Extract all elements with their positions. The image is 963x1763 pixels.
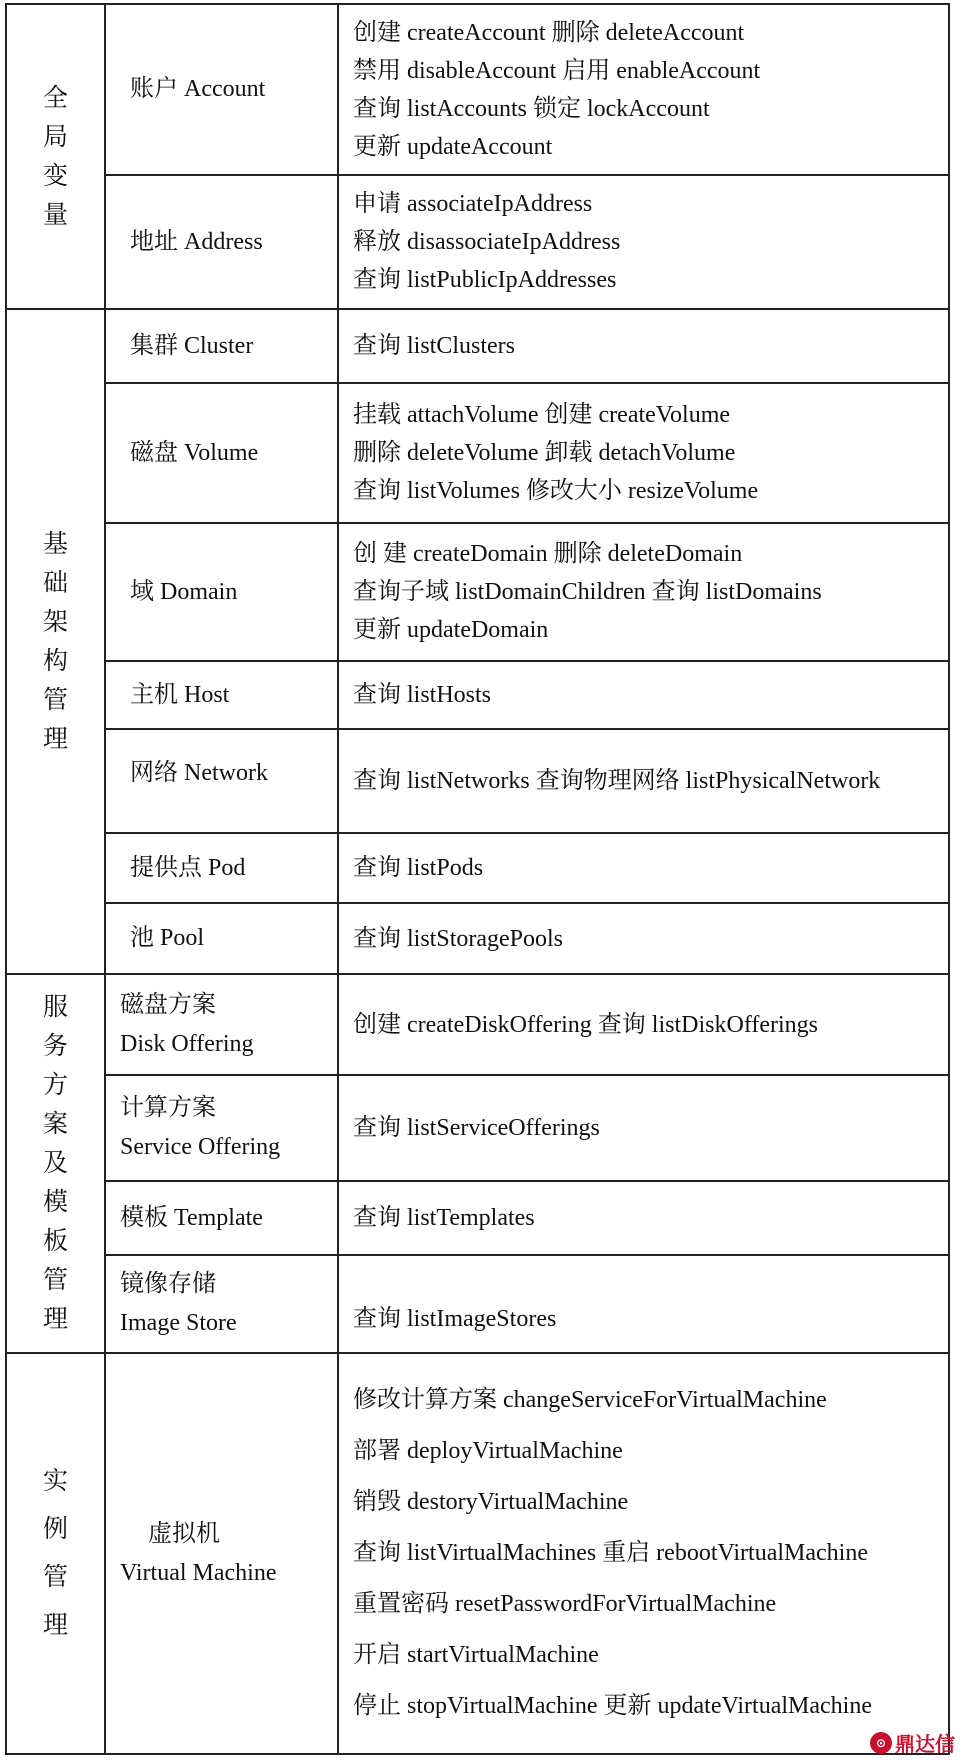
operation-line: 查询 listPublicIpAddresses — [353, 267, 617, 293]
resource-name-en: Virtual Machine — [120, 1559, 277, 1586]
operations-cell — [338, 1075, 949, 1181]
operations-cell — [338, 1181, 949, 1255]
table-row — [6, 383, 949, 523]
operations-cell — [338, 974, 949, 1075]
operation-line: 禁用 disableAccount 启用 enableAccount — [353, 57, 761, 84]
resource-name: 域 Domain — [130, 578, 238, 605]
operation-line: 查询 listHosts — [353, 682, 492, 708]
operations-cell — [338, 4, 949, 175]
resource-cell — [105, 383, 338, 523]
group-char: 及 — [42, 1150, 68, 1177]
resource-name-en: Image Store — [120, 1310, 237, 1336]
group-char: 构 — [42, 647, 68, 675]
operation-line: 申请 associateIpAddress — [353, 191, 593, 217]
resource-cell — [105, 729, 338, 833]
operation-line: 修改计算方案 changeServiceForVirtualMachine — [353, 1387, 827, 1413]
operation-line: 查询子域 listDomainChildren 查询 listDomains — [353, 579, 822, 605]
table-row — [6, 974, 949, 1075]
resource-cell — [105, 903, 338, 974]
resource-name: 主机 Host — [130, 681, 230, 708]
operation-line: 查询 listImageStores — [353, 1306, 557, 1332]
group-char: 局 — [42, 123, 68, 151]
group-char: 案 — [42, 1111, 68, 1138]
resource-name: 网络 Network — [130, 760, 268, 786]
resource-cell — [105, 175, 338, 309]
operation-line: 查询 listPods — [353, 855, 484, 881]
resource-cell — [105, 1255, 338, 1353]
table-row — [6, 833, 949, 903]
operations-cell — [338, 903, 949, 974]
group-char: 服 — [42, 994, 68, 1021]
operation-line: 查询 listNetworks 查询物理网络 listPhysicalNetwork — [353, 768, 881, 794]
operation-line: 更新 updateAccount — [353, 133, 553, 160]
group-char: 例 — [42, 1515, 68, 1543]
group-cell — [6, 309, 105, 974]
resource-name: 池 Pool — [130, 925, 205, 951]
table-row — [6, 661, 949, 729]
table-row — [6, 1181, 949, 1255]
group-char: 架 — [42, 608, 68, 636]
group-char: 管 — [42, 1563, 68, 1591]
table-row — [6, 175, 949, 309]
resource-name: 计算方案 — [120, 1095, 216, 1121]
resource-name: 磁盘 Volume — [130, 439, 259, 466]
operations-cell — [338, 523, 949, 661]
api-table — [5, 3, 950, 1755]
operation-line: 停止 stopVirtualMachine 更新 updateVirtualMachine — [353, 1693, 872, 1719]
watermark-text: 鼎达信 — [895, 1732, 955, 1756]
operation-line: 创建 createAccount 删除 deleteAccount — [353, 19, 745, 46]
operations-cell — [338, 175, 949, 309]
group-char: 理 — [42, 1611, 68, 1639]
resource-cell — [105, 309, 338, 383]
operation-line: 查询 listAccounts 锁定 lockAccount — [353, 95, 710, 122]
table-row — [6, 309, 949, 383]
operations-cell — [338, 1353, 949, 1754]
operation-line: 重置密码 resetPasswordForVirtualMachine — [353, 1591, 777, 1617]
operation-line: 创 建 createDomain 删除 deleteDomain — [353, 541, 743, 567]
operations-cell — [338, 309, 949, 383]
table-row — [6, 1075, 949, 1181]
operation-line: 释放 disassociateIpAddress — [353, 229, 621, 255]
group-cell — [6, 1353, 105, 1754]
resource-name: 地址 Address — [130, 228, 263, 255]
resource-name-en: Service Offering — [120, 1134, 281, 1160]
resource-cell — [105, 661, 338, 729]
group-cell — [6, 4, 105, 309]
operations-cell — [338, 661, 949, 729]
group-char: 务 — [42, 1033, 68, 1060]
resource-name: 提供点 Pod — [130, 854, 246, 881]
operation-line: 查询 listVirtualMachines 重启 rebootVirtualMachine — [353, 1540, 869, 1566]
operation-line: 销毁 destoryVirtualMachine — [353, 1489, 629, 1515]
resource-name-en: Disk Offering — [120, 1030, 254, 1057]
operation-line: 查询 listClusters — [353, 333, 516, 359]
group-char: 全 — [42, 84, 68, 112]
operation-line: 开启 startVirtualMachine — [353, 1642, 599, 1668]
operation-line: 部署 deployVirtualMachine — [353, 1438, 623, 1464]
resource-cell — [105, 4, 338, 175]
group-char: 实 — [42, 1467, 68, 1495]
watermark-logo — [870, 1728, 955, 1757]
logo-icon: ⊙ — [870, 1732, 892, 1754]
group-char: 管 — [42, 1267, 68, 1294]
group-char: 理 — [42, 1306, 68, 1333]
table-row — [6, 1353, 949, 1754]
table-row — [6, 729, 949, 833]
operations-cell — [338, 833, 949, 903]
resource-name: 账户 Account — [130, 76, 266, 102]
group-cell — [6, 974, 105, 1353]
table-row — [6, 903, 949, 974]
operation-line: 查询 listServiceOfferings — [353, 1115, 600, 1141]
operation-line: 查询 listTemplates — [353, 1205, 535, 1231]
operations-cell — [338, 729, 949, 833]
group-char: 量 — [42, 201, 68, 229]
resource-name: 集群 Cluster — [130, 332, 254, 359]
resource-name: 虚拟机 — [148, 1520, 220, 1547]
group-char: 板 — [42, 1228, 68, 1255]
resource-cell — [105, 1181, 338, 1255]
resource-cell — [105, 1353, 338, 1754]
operation-line: 查询 listStoragePools — [353, 925, 564, 952]
operation-line: 查询 listVolumes 修改大小 resizeVolume — [353, 478, 759, 504]
group-char: 理 — [42, 725, 68, 753]
resource-cell — [105, 1075, 338, 1181]
operation-line: 创建 createDiskOffering 查询 listDiskOfferings — [353, 1011, 819, 1038]
resource-cell — [105, 974, 338, 1075]
resource-cell — [105, 523, 338, 661]
operation-line: 更新 updateDomain — [353, 617, 549, 643]
group-char: 变 — [42, 162, 68, 190]
resource-name: 模板 Template — [120, 1204, 263, 1231]
group-char: 模 — [42, 1189, 68, 1216]
table-row — [6, 1255, 949, 1353]
table-row — [6, 4, 949, 175]
resource-name: 镜像存储 — [120, 1271, 216, 1297]
operation-line: 删除 deleteVolume 卸载 detachVolume — [353, 440, 736, 466]
group-char: 基 — [42, 530, 68, 558]
group-char: 管 — [42, 686, 68, 714]
resource-name: 磁盘方案 — [120, 991, 216, 1018]
operation-line: 挂载 attachVolume 创建 createVolume — [353, 402, 731, 428]
resource-cell — [105, 833, 338, 903]
group-char: 础 — [42, 569, 68, 597]
operations-cell — [338, 383, 949, 523]
operations-cell — [338, 1255, 949, 1353]
table-row — [6, 523, 949, 661]
group-char: 方 — [42, 1072, 68, 1099]
